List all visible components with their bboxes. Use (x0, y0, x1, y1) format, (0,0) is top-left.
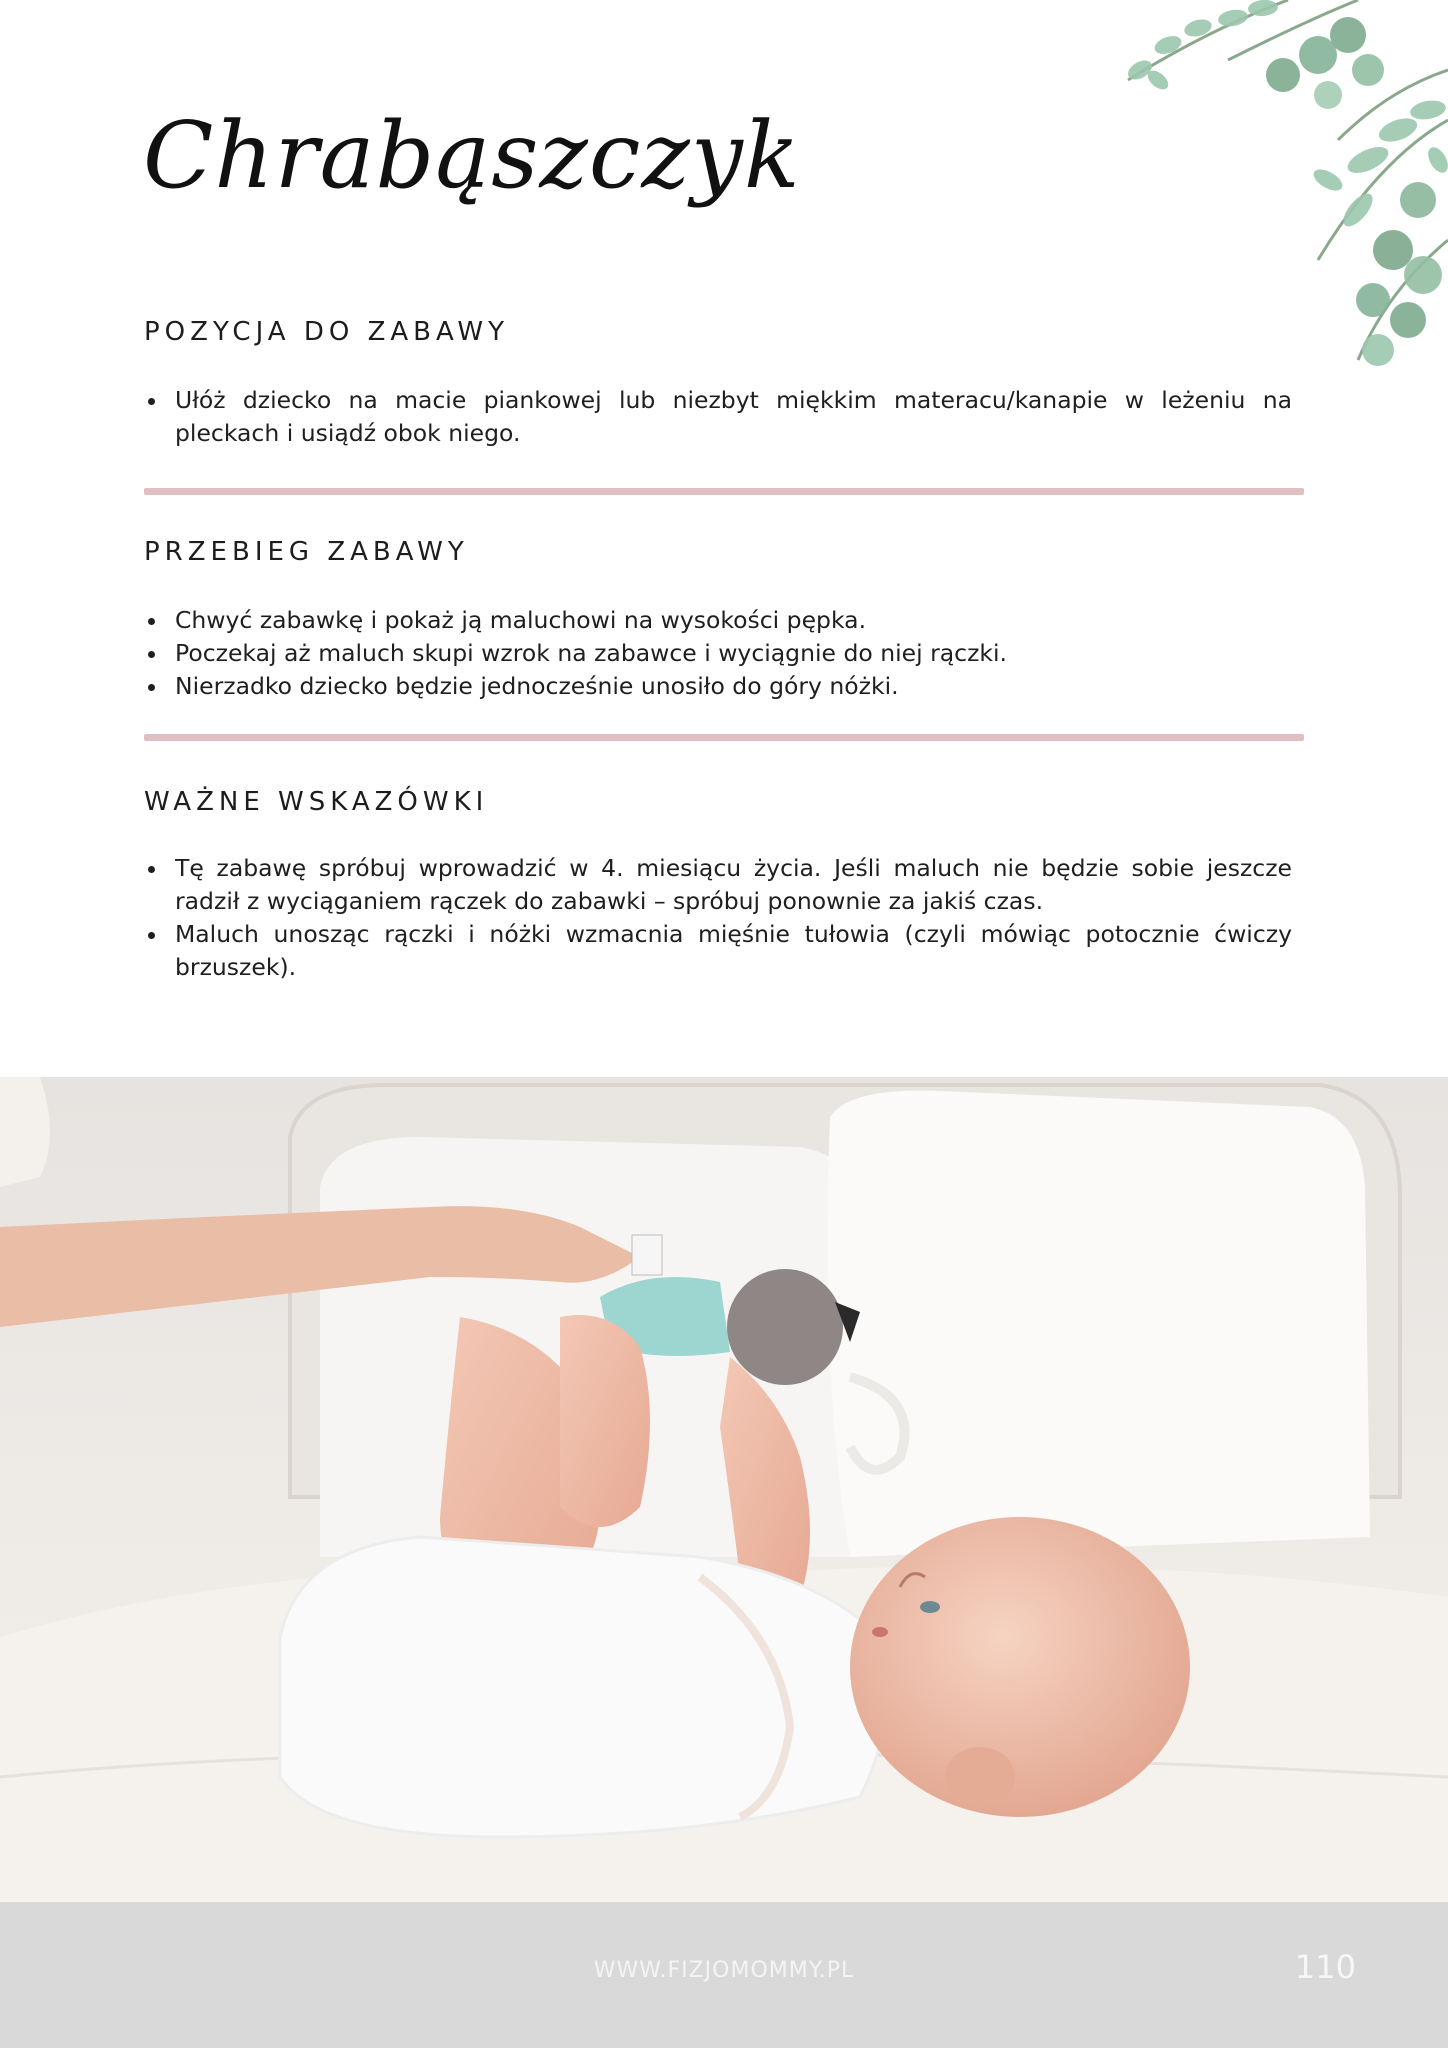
section-heading-course: PRZEBIEG ZABAWY (144, 537, 469, 567)
list-item: Ułóż dziecko na macie piankowej lub niezbyt miękkim materacu/kanapie w leżeniu na pleckach i usiądź obok niego. (144, 384, 1292, 450)
list-item: Maluch unosząc rączki i nóżki wzmacnia mięśnie tułowia (czyli mówiąc potocznie ćwiczy brzuszek). (144, 918, 1292, 984)
page-footer (0, 1902, 1448, 2048)
section-divider (144, 734, 1304, 741)
website-url: WWW.FIZJOMOMMY.PL (593, 1958, 855, 1983)
baby-with-toy-illustration (0, 1077, 1448, 1902)
section-heading-tips: WAŻNE WSKAZÓWKI (144, 787, 489, 817)
position-list (144, 384, 1292, 450)
tips-list (144, 852, 1292, 984)
list-item: Chwyć zabawkę i pokaż ją maluchowi na wysokości pępka. (144, 604, 1292, 637)
section-divider (144, 488, 1304, 495)
list-item: Nierzadko dziecko będzie jednocześnie unosiło do góry nóżki. (144, 670, 1292, 703)
page-number: 110 (1294, 1948, 1356, 1986)
baby-photo (0, 1077, 1448, 1902)
list-item: Poczekaj aż maluch skupi wzrok na zabawce i wyciągnie do niej rączki. (144, 637, 1292, 670)
page-title: Chrabąszczyk (143, 102, 801, 209)
course-list (144, 604, 1292, 703)
list-item: Tę zabawę spróbuj wprowadzić w 4. miesiącu życia. Jeśli maluch nie będzie sobie jeszcze radził z wyciąganiem rączek do zabawki – spróbuj ponownie za jakiś czas. (144, 852, 1292, 918)
section-heading-position: POZYCJA DO ZABAWY (144, 317, 509, 347)
eucalyptus-decoration (1028, 0, 1448, 390)
